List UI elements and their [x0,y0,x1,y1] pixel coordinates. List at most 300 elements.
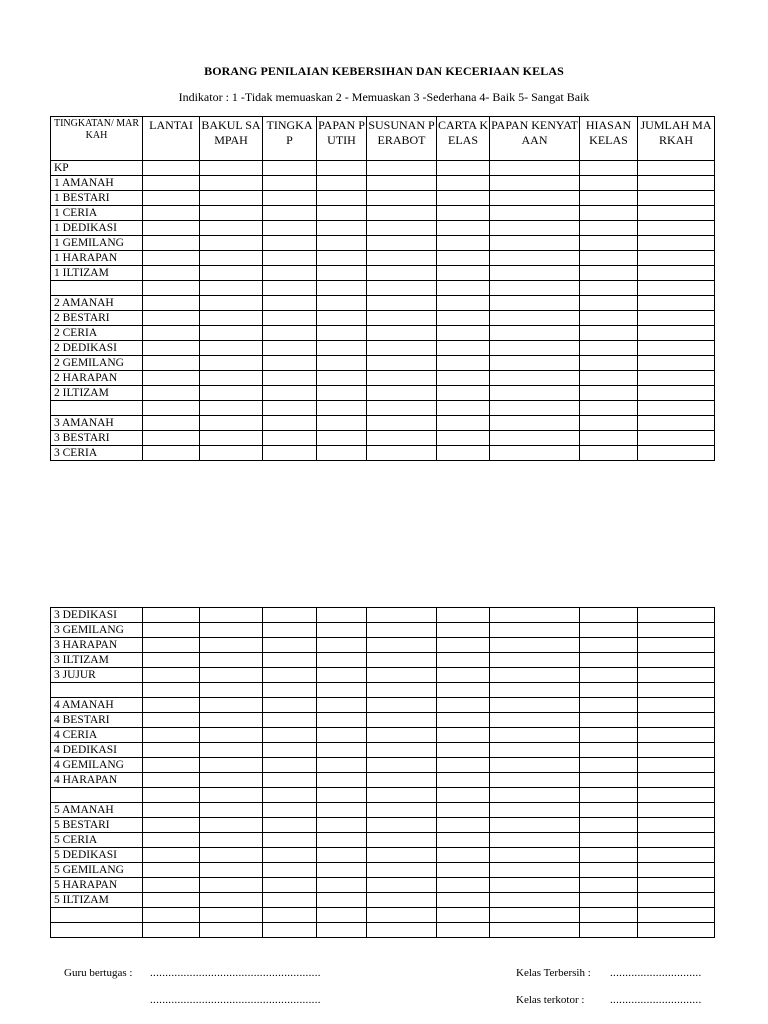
score-cell[interactable] [143,788,200,803]
score-cell[interactable] [143,266,200,281]
score-cell[interactable] [317,431,367,446]
score-cell[interactable] [490,833,580,848]
score-cell[interactable] [317,788,367,803]
score-cell[interactable] [638,446,715,461]
score-cell[interactable] [580,386,638,401]
score-cell[interactable] [143,908,200,923]
score-cell[interactable] [367,161,437,176]
score-cell[interactable] [263,236,317,251]
score-cell[interactable] [490,236,580,251]
score-cell[interactable] [143,818,200,833]
score-cell[interactable] [638,371,715,386]
score-cell[interactable] [437,653,490,668]
score-cell[interactable] [317,623,367,638]
score-cell[interactable] [367,653,437,668]
score-cell[interactable] [263,803,317,818]
score-cell[interactable] [490,893,580,908]
score-cell[interactable] [263,341,317,356]
score-cell[interactable] [367,431,437,446]
score-cell[interactable] [490,758,580,773]
score-cell[interactable] [580,668,638,683]
score-cell[interactable] [317,848,367,863]
score-cell[interactable] [437,758,490,773]
score-cell[interactable] [490,431,580,446]
score-cell[interactable] [143,341,200,356]
score-cell[interactable] [580,728,638,743]
score-cell[interactable] [143,431,200,446]
score-cell[interactable] [490,728,580,743]
score-cell[interactable] [638,608,715,623]
score-cell[interactable] [263,668,317,683]
score-cell[interactable] [638,803,715,818]
score-cell[interactable] [200,878,263,893]
score-cell[interactable] [437,161,490,176]
score-cell[interactable] [263,161,317,176]
score-cell[interactable] [437,296,490,311]
score-cell[interactable] [638,401,715,416]
score-cell[interactable] [367,803,437,818]
score-cell[interactable] [200,341,263,356]
score-cell[interactable] [367,371,437,386]
score-cell[interactable] [638,251,715,266]
kelas-terbersih-field[interactable]: .............................. [610,967,702,979]
score-cell[interactable] [367,893,437,908]
guru-bertugas-field[interactable]: ........................................................ [150,967,321,979]
score-cell[interactable] [638,281,715,296]
score-cell[interactable] [263,623,317,638]
score-cell[interactable] [638,668,715,683]
score-cell[interactable] [200,281,263,296]
score-cell[interactable] [580,833,638,848]
score-cell[interactable] [317,191,367,206]
score-cell[interactable] [263,176,317,191]
score-cell[interactable] [263,608,317,623]
score-cell[interactable] [580,326,638,341]
score-cell[interactable] [317,341,367,356]
score-cell[interactable] [638,863,715,878]
score-cell[interactable] [490,401,580,416]
score-cell[interactable] [263,908,317,923]
score-cell[interactable] [490,788,580,803]
score-cell[interactable] [638,773,715,788]
score-cell[interactable] [437,251,490,266]
score-cell[interactable] [317,668,367,683]
score-cell[interactable] [437,713,490,728]
score-cell[interactable] [367,713,437,728]
score-cell[interactable] [580,431,638,446]
score-cell[interactable] [367,206,437,221]
score-cell[interactable] [200,176,263,191]
score-cell[interactable] [263,326,317,341]
score-cell[interactable] [317,326,367,341]
score-cell[interactable] [200,803,263,818]
score-cell[interactable] [490,713,580,728]
guru-bertugas-field-2[interactable]: ........................................................ [150,994,321,1006]
score-cell[interactable] [638,431,715,446]
score-cell[interactable] [638,176,715,191]
score-cell[interactable] [580,281,638,296]
score-cell[interactable] [200,848,263,863]
score-cell[interactable] [143,371,200,386]
score-cell[interactable] [367,326,437,341]
score-cell[interactable] [638,698,715,713]
score-cell[interactable] [437,608,490,623]
score-cell[interactable] [263,311,317,326]
score-cell[interactable] [490,191,580,206]
score-cell[interactable] [143,281,200,296]
score-cell[interactable] [580,608,638,623]
score-cell[interactable] [263,446,317,461]
score-cell[interactable] [143,878,200,893]
score-cell[interactable] [367,683,437,698]
score-cell[interactable] [437,893,490,908]
score-cell[interactable] [437,221,490,236]
score-cell[interactable] [580,236,638,251]
score-cell[interactable] [490,251,580,266]
score-cell[interactable] [580,863,638,878]
score-cell[interactable] [580,296,638,311]
score-cell[interactable] [317,863,367,878]
score-cell[interactable] [638,683,715,698]
score-cell[interactable] [263,401,317,416]
score-cell[interactable] [317,371,367,386]
score-cell[interactable] [263,713,317,728]
score-cell[interactable] [143,161,200,176]
score-cell[interactable] [200,608,263,623]
score-cell[interactable] [490,668,580,683]
score-cell[interactable] [263,893,317,908]
score-cell[interactable] [200,683,263,698]
score-cell[interactable] [200,818,263,833]
score-cell[interactable] [367,848,437,863]
score-cell[interactable] [263,698,317,713]
kelas-terkotor-field[interactable]: .............................. [610,994,702,1006]
score-cell[interactable] [200,161,263,176]
score-cell[interactable] [143,623,200,638]
score-cell[interactable] [638,623,715,638]
score-cell[interactable] [638,818,715,833]
score-cell[interactable] [580,653,638,668]
score-cell[interactable] [490,683,580,698]
score-cell[interactable] [580,176,638,191]
score-cell[interactable] [143,653,200,668]
score-cell[interactable] [367,728,437,743]
score-cell[interactable] [580,251,638,266]
score-cell[interactable] [143,923,200,938]
score-cell[interactable] [490,386,580,401]
score-cell[interactable] [317,743,367,758]
score-cell[interactable] [437,908,490,923]
score-cell[interactable] [490,743,580,758]
score-cell[interactable] [143,206,200,221]
score-cell[interactable] [490,623,580,638]
score-cell[interactable] [143,608,200,623]
score-cell[interactable] [638,833,715,848]
score-cell[interactable] [317,833,367,848]
score-cell[interactable] [367,908,437,923]
score-cell[interactable] [263,683,317,698]
score-cell[interactable] [263,818,317,833]
score-cell[interactable] [580,803,638,818]
score-cell[interactable] [263,653,317,668]
score-cell[interactable] [200,788,263,803]
score-cell[interactable] [143,251,200,266]
score-cell[interactable] [200,236,263,251]
score-cell[interactable] [263,923,317,938]
score-cell[interactable] [437,176,490,191]
score-cell[interactable] [200,221,263,236]
score-cell[interactable] [437,803,490,818]
score-cell[interactable] [263,773,317,788]
score-cell[interactable] [490,416,580,431]
score-cell[interactable] [638,311,715,326]
score-cell[interactable] [200,728,263,743]
score-cell[interactable] [367,773,437,788]
score-cell[interactable] [437,698,490,713]
score-cell[interactable] [638,713,715,728]
score-cell[interactable] [638,386,715,401]
score-cell[interactable] [580,773,638,788]
score-cell[interactable] [143,326,200,341]
score-cell[interactable] [143,221,200,236]
score-cell[interactable] [367,833,437,848]
score-cell[interactable] [490,311,580,326]
score-cell[interactable] [263,371,317,386]
score-cell[interactable] [580,683,638,698]
score-cell[interactable] [638,296,715,311]
score-cell[interactable] [437,863,490,878]
score-cell[interactable] [317,311,367,326]
score-cell[interactable] [580,401,638,416]
score-cell[interactable] [437,281,490,296]
score-cell[interactable] [437,623,490,638]
score-cell[interactable] [638,341,715,356]
score-cell[interactable] [143,176,200,191]
score-cell[interactable] [490,923,580,938]
score-cell[interactable] [200,773,263,788]
score-cell[interactable] [317,878,367,893]
score-cell[interactable] [437,311,490,326]
score-cell[interactable] [263,221,317,236]
score-cell[interactable] [437,356,490,371]
score-cell[interactable] [367,341,437,356]
score-cell[interactable] [317,401,367,416]
score-cell[interactable] [638,326,715,341]
score-cell[interactable] [200,356,263,371]
score-cell[interactable] [638,638,715,653]
score-cell[interactable] [317,893,367,908]
score-cell[interactable] [317,296,367,311]
score-cell[interactable] [263,638,317,653]
score-cell[interactable] [143,668,200,683]
score-cell[interactable] [638,653,715,668]
score-cell[interactable] [367,311,437,326]
score-cell[interactable] [638,416,715,431]
score-cell[interactable] [317,713,367,728]
score-cell[interactable] [317,386,367,401]
score-cell[interactable] [200,266,263,281]
score-cell[interactable] [490,863,580,878]
score-cell[interactable] [437,431,490,446]
score-cell[interactable] [200,833,263,848]
score-cell[interactable] [638,893,715,908]
score-cell[interactable] [437,191,490,206]
score-cell[interactable] [638,191,715,206]
score-cell[interactable] [263,281,317,296]
score-cell[interactable] [490,221,580,236]
score-cell[interactable] [437,446,490,461]
score-cell[interactable] [490,176,580,191]
score-cell[interactable] [437,923,490,938]
score-cell[interactable] [437,668,490,683]
score-cell[interactable] [638,908,715,923]
score-cell[interactable] [490,281,580,296]
score-cell[interactable] [317,251,367,266]
score-cell[interactable] [490,296,580,311]
score-cell[interactable] [367,176,437,191]
score-cell[interactable] [490,878,580,893]
score-cell[interactable] [367,788,437,803]
score-cell[interactable] [143,311,200,326]
score-cell[interactable] [317,803,367,818]
score-cell[interactable] [263,266,317,281]
score-cell[interactable] [263,296,317,311]
score-cell[interactable] [437,743,490,758]
score-cell[interactable] [437,683,490,698]
score-cell[interactable] [490,698,580,713]
score-cell[interactable] [200,326,263,341]
score-cell[interactable] [263,863,317,878]
score-cell[interactable] [200,191,263,206]
score-cell[interactable] [143,803,200,818]
score-cell[interactable] [200,311,263,326]
score-cell[interactable] [580,743,638,758]
score-cell[interactable] [638,206,715,221]
score-cell[interactable] [143,713,200,728]
score-cell[interactable] [638,788,715,803]
score-cell[interactable] [638,743,715,758]
score-cell[interactable] [580,341,638,356]
score-cell[interactable] [143,863,200,878]
score-cell[interactable] [200,698,263,713]
score-cell[interactable] [437,326,490,341]
score-cell[interactable] [317,446,367,461]
score-cell[interactable] [317,683,367,698]
score-cell[interactable] [437,386,490,401]
score-cell[interactable] [367,638,437,653]
score-cell[interactable] [143,191,200,206]
score-cell[interactable] [200,401,263,416]
score-cell[interactable] [367,758,437,773]
score-cell[interactable] [143,446,200,461]
score-cell[interactable] [143,236,200,251]
score-cell[interactable] [200,431,263,446]
score-cell[interactable] [580,311,638,326]
score-cell[interactable] [317,758,367,773]
score-cell[interactable] [200,416,263,431]
score-cell[interactable] [143,356,200,371]
score-cell[interactable] [317,653,367,668]
score-cell[interactable] [437,341,490,356]
score-cell[interactable] [490,341,580,356]
score-cell[interactable] [317,923,367,938]
score-cell[interactable] [143,848,200,863]
score-cell[interactable] [367,221,437,236]
score-cell[interactable] [490,608,580,623]
score-cell[interactable] [490,848,580,863]
score-cell[interactable] [367,416,437,431]
score-cell[interactable] [437,401,490,416]
score-cell[interactable] [317,266,367,281]
score-cell[interactable] [263,833,317,848]
score-cell[interactable] [490,371,580,386]
score-cell[interactable] [263,356,317,371]
score-cell[interactable] [580,356,638,371]
score-cell[interactable] [317,416,367,431]
score-cell[interactable] [143,758,200,773]
score-cell[interactable] [490,206,580,221]
score-cell[interactable] [317,236,367,251]
score-cell[interactable] [490,908,580,923]
score-cell[interactable] [367,296,437,311]
score-cell[interactable] [143,638,200,653]
score-cell[interactable] [580,266,638,281]
score-cell[interactable] [437,638,490,653]
score-cell[interactable] [263,788,317,803]
score-cell[interactable] [437,878,490,893]
score-cell[interactable] [200,893,263,908]
score-cell[interactable] [200,758,263,773]
score-cell[interactable] [490,803,580,818]
score-cell[interactable] [317,818,367,833]
score-cell[interactable] [580,923,638,938]
score-cell[interactable] [367,386,437,401]
score-cell[interactable] [367,878,437,893]
score-cell[interactable] [263,848,317,863]
score-cell[interactable] [263,251,317,266]
score-cell[interactable] [263,431,317,446]
score-cell[interactable] [143,296,200,311]
score-cell[interactable] [367,668,437,683]
score-cell[interactable] [200,386,263,401]
score-cell[interactable] [143,683,200,698]
score-cell[interactable] [317,206,367,221]
score-cell[interactable] [580,698,638,713]
score-cell[interactable] [317,638,367,653]
score-cell[interactable] [367,236,437,251]
score-cell[interactable] [580,893,638,908]
score-cell[interactable] [317,281,367,296]
score-cell[interactable] [143,698,200,713]
score-cell[interactable] [638,728,715,743]
score-cell[interactable] [437,848,490,863]
score-cell[interactable] [200,713,263,728]
score-cell[interactable] [367,608,437,623]
score-cell[interactable] [490,446,580,461]
score-cell[interactable] [638,221,715,236]
score-cell[interactable] [580,713,638,728]
score-cell[interactable] [580,788,638,803]
score-cell[interactable] [367,446,437,461]
score-cell[interactable] [317,908,367,923]
score-cell[interactable] [437,818,490,833]
score-cell[interactable] [580,416,638,431]
score-cell[interactable] [638,161,715,176]
score-cell[interactable] [200,371,263,386]
score-cell[interactable] [437,416,490,431]
score-cell[interactable] [200,446,263,461]
score-cell[interactable] [317,356,367,371]
